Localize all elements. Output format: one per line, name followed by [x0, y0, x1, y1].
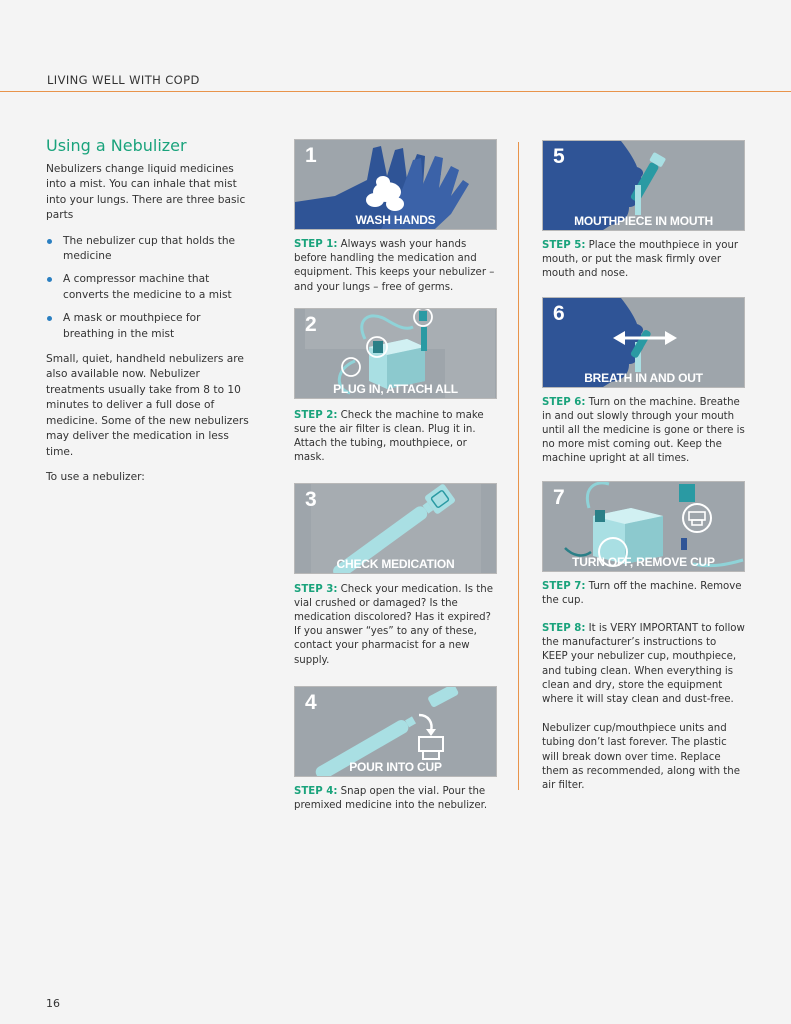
step-label: STEP 7:	[542, 580, 586, 592]
running-header: LIVING WELL WITH COPD	[47, 73, 200, 87]
step-number: 2	[305, 312, 317, 336]
step-8	[542, 622, 745, 707]
to-use-paragraph: To use a nebulizer:	[46, 470, 145, 483]
step-number: 6	[553, 301, 565, 325]
step-number: 1	[305, 144, 317, 167]
step-4-illustration	[294, 686, 497, 777]
step-caption: MOUTHPIECE IN MOUTH	[574, 214, 713, 228]
step-label: STEP 5:	[542, 240, 586, 251]
step-5	[542, 140, 745, 282]
step-3	[294, 483, 497, 668]
step-label: STEP 6:	[542, 396, 586, 408]
list-item: A compressor machine that converts the medicine to a mist	[46, 272, 251, 303]
step-caption: CHECK MEDICATION	[336, 556, 455, 571]
section-title: Using a Nebulizer	[46, 136, 187, 155]
header-rule	[0, 91, 791, 92]
intro-column	[46, 136, 251, 495]
step-text: Snap open the vial. Pour the premixed medicine into the nebulizer.	[294, 785, 488, 812]
steps-column-1	[294, 139, 497, 813]
step-label: STEP 2:	[294, 409, 338, 421]
step-caption: TURN OFF, REMOVE CUP	[572, 554, 715, 569]
step-text: Check the machine to make sure the air filter is clean. Plug it in. Attach the tubing, mouthpiece, or mask.	[294, 409, 484, 464]
step-description	[294, 785, 497, 813]
step-number: 7	[553, 485, 565, 509]
step-4	[294, 686, 497, 813]
step-label: STEP 3:	[294, 583, 338, 595]
step-2	[294, 308, 497, 466]
step-description	[542, 580, 745, 608]
step-caption: BREATH IN AND OUT	[584, 370, 703, 385]
step-6	[542, 297, 745, 467]
intro-paragraph: Nebulizers change liquid medicines into a mist. You can inhale that mist into your lungs. There are three basic parts	[46, 163, 246, 222]
step-text: Turn off the machine. Remove the cup.	[542, 580, 742, 606]
step-description	[542, 239, 745, 282]
list-item: A mask or mouthpiece for breathing in the mist	[46, 311, 251, 342]
step-label: STEP 4:	[294, 785, 338, 797]
step-1-illustration	[294, 139, 497, 230]
page-number: 16	[46, 997, 60, 1010]
step-text: Check your medication. Is the vial crushed or damaged? Is the medication discolored? Has it expired? If you answer “yes” to any of these, contact your pharmacist for a new supply.	[294, 583, 493, 666]
step-label: STEP 8:	[542, 623, 586, 635]
handheld-paragraph: Small, quiet, handheld nebulizers are also available now. Nebulizer treatments usually take from 8 to 10 minutes to deliver a full dose of medicine. Some of the new nebulizers may deliver the medication in less time.	[46, 353, 249, 458]
step-caption: POUR INTO CUP	[349, 759, 442, 774]
step-6-illustration	[542, 297, 745, 388]
column-divider	[518, 142, 519, 790]
steps-column-2	[542, 140, 745, 793]
step-text: Place the mouthpiece in your mouth, or put the mask firmly over mouth and nose.	[542, 240, 739, 280]
replacement-note: Nebulizer cup/mouthpiece units and tubing don’t last forever. The plastic will break down over time. Replace them as recommended, along with the air filter.	[542, 723, 741, 792]
step-7-illustration	[542, 481, 745, 572]
step-3-illustration	[294, 483, 497, 574]
step-caption: WASH HANDS	[355, 213, 436, 227]
step-number: 4	[305, 690, 317, 714]
step-caption: PLUG IN, ATTACH ALL	[333, 381, 458, 396]
step-7	[542, 481, 745, 608]
step-text: Turn on the machine. Breathe in and out slowly through your mouth until all the medicine is gone or there is no more mist coming out. Keep the machine upright at all times.	[542, 396, 745, 465]
step-1	[294, 139, 497, 295]
step-number: 5	[553, 145, 565, 168]
step-2-illustration	[294, 308, 497, 399]
list-item: The nebulizer cup that holds the medicine	[46, 234, 251, 265]
step-number: 3	[305, 487, 317, 511]
parts-list	[46, 234, 251, 342]
step-description	[294, 238, 497, 295]
step-5-illustration	[542, 140, 745, 231]
step-label: STEP 1:	[294, 239, 338, 250]
step-description	[542, 396, 745, 467]
step-text: It is VERY IMPORTANT to follow the manufacturer’s instructions to KEEP your nebulizer cup, mouthpiece, and tubing clean. When everything is clean and dry, store the equipment where it will stay clean and dust-free.	[542, 623, 745, 706]
step-text: Always wash your hands before handling the medication and equipment. This keeps your nebulizer – and your lungs – free of germs.	[294, 239, 495, 293]
step-description	[294, 583, 497, 668]
step-description	[294, 409, 497, 466]
